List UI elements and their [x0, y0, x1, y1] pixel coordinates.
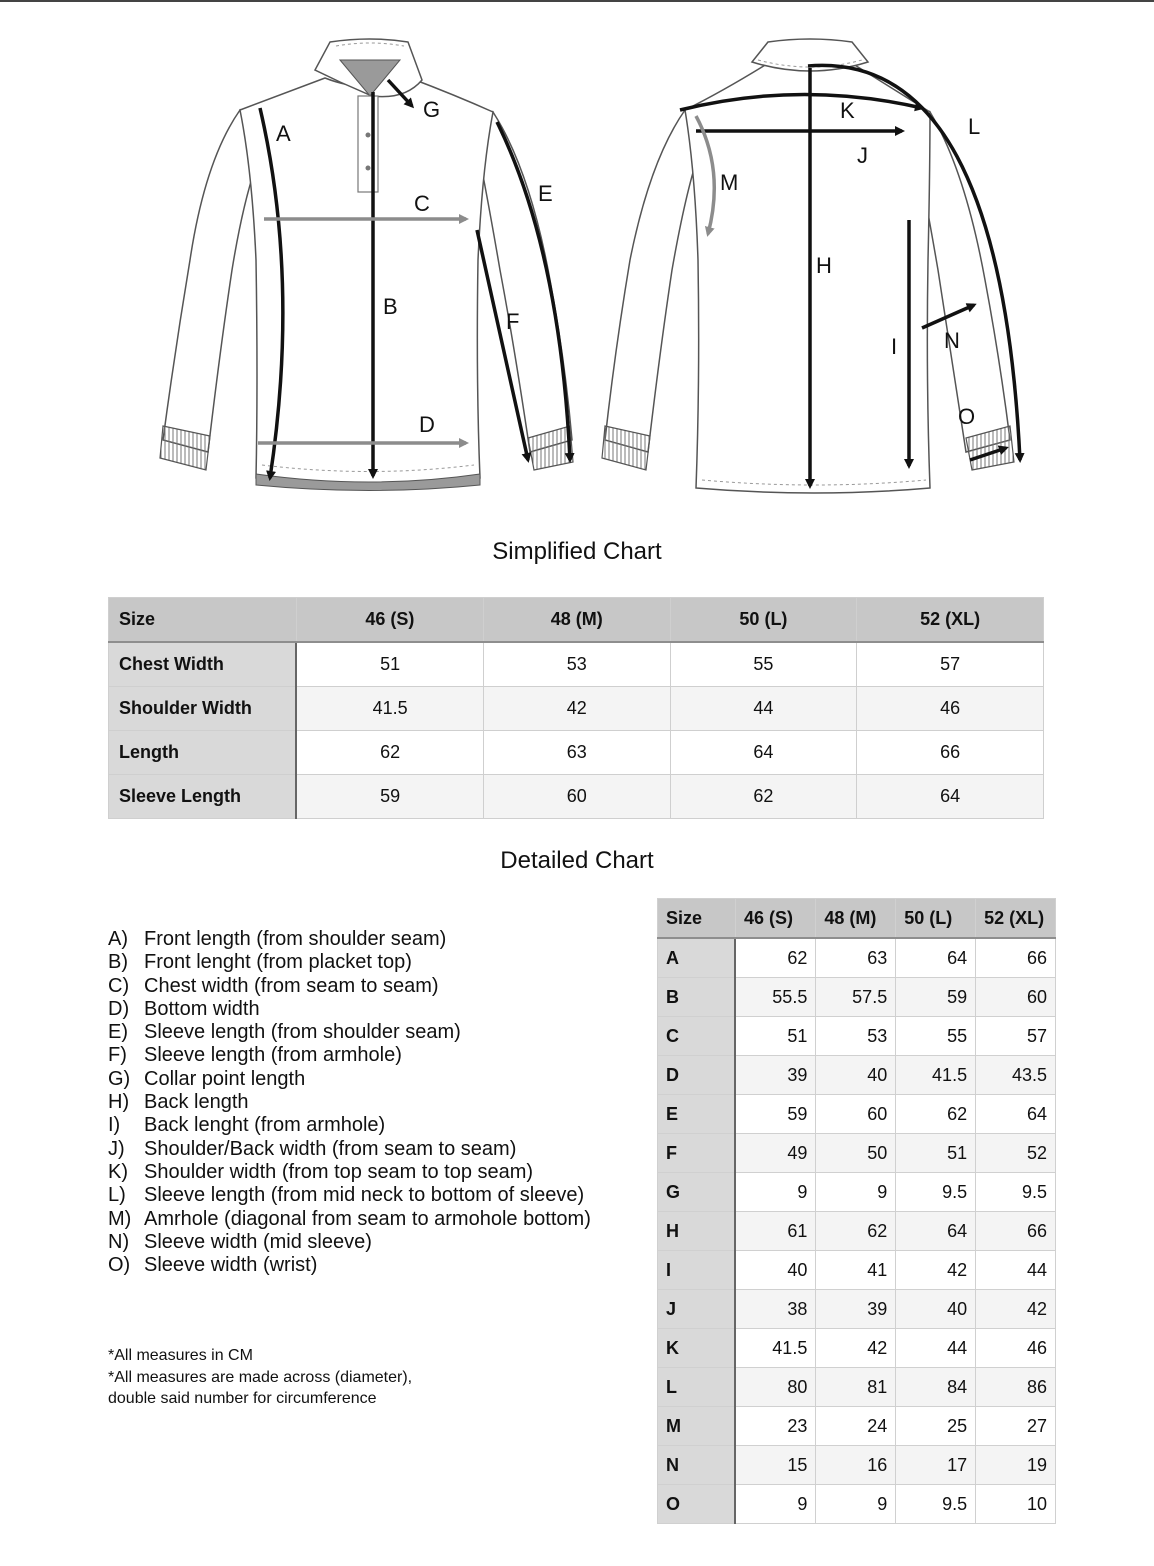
table-cell: 51: [296, 642, 483, 687]
legend-text: Collar point length: [144, 1067, 306, 1090]
row-label: A: [658, 938, 736, 978]
table-cell: 66: [976, 938, 1056, 978]
table-row: [658, 978, 1056, 1017]
table-cell: 40: [816, 1056, 896, 1095]
legend-key: C): [108, 974, 130, 997]
front-left-sleeve: [163, 110, 262, 452]
table-cell: 62: [896, 1095, 976, 1134]
table-cell: 62: [816, 1212, 896, 1251]
row-label: B: [658, 978, 736, 1017]
row-label: E: [658, 1095, 736, 1134]
diagram-label-o: O: [958, 404, 976, 429]
table-cell: 41: [816, 1251, 896, 1290]
table-cell: 9: [816, 1485, 896, 1524]
note-line: double said number for circumference: [108, 1390, 377, 1407]
note-line: *All measures in CM: [108, 1347, 253, 1364]
legend-text: Sleeve length (from mid neck to bottom of sleeve): [144, 1184, 585, 1207]
legend-item: [108, 1208, 591, 1231]
table-row: [658, 1485, 1056, 1524]
legend-text: Chest width (from seam to seam): [144, 974, 439, 997]
table-cell: 62: [670, 775, 857, 819]
legend-key: A): [108, 928, 128, 950]
table-cell: 10: [976, 1485, 1056, 1524]
table-cell: 44: [976, 1251, 1056, 1290]
measurement-legend: [108, 928, 591, 1277]
table-row: [109, 687, 1044, 731]
detailed-chart-title: Detailed Chart: [500, 847, 654, 874]
row-label: L: [658, 1368, 736, 1407]
legend-text: Back length: [144, 1091, 249, 1114]
table-cell: 40: [735, 1251, 815, 1290]
diagram-label-j: J: [857, 143, 868, 168]
table-cell: 53: [483, 642, 670, 687]
table-cell: 15: [735, 1446, 815, 1485]
row-label: Length: [109, 731, 297, 775]
table-cell: 41.5: [735, 1329, 815, 1368]
table-cell: 64: [896, 938, 976, 978]
legend-item: [108, 1184, 591, 1207]
table-row: [658, 1173, 1056, 1212]
row-label: D: [658, 1056, 736, 1095]
header-size: Size: [658, 899, 736, 939]
table-cell: 63: [816, 938, 896, 978]
row-label: Shoulder Width: [109, 687, 297, 731]
row-label: N: [658, 1446, 736, 1485]
legend-text: Shoulder width (from top seam to top seam): [144, 1160, 534, 1183]
legend-item: [108, 928, 591, 951]
legend-item: [108, 1254, 591, 1277]
legend-key: H): [108, 1091, 130, 1114]
table-row: [658, 938, 1056, 978]
header-size-xl: 52 (XL): [857, 598, 1044, 643]
table-cell: 9: [735, 1173, 815, 1212]
table-row: [658, 1095, 1056, 1134]
table-cell: 42: [483, 687, 670, 731]
table-cell: 40: [896, 1290, 976, 1329]
front-right-sleeve: [478, 112, 572, 452]
table-row: [658, 1368, 1056, 1407]
shirt-measurement-diagram: [0, 0, 1154, 500]
table-cell: 63: [483, 731, 670, 775]
legend-item: [108, 951, 591, 974]
table-cell: 9.5: [976, 1173, 1056, 1212]
table-cell: 55: [670, 642, 857, 687]
table-cell: 55.5: [735, 978, 815, 1017]
table-cell: 51: [896, 1134, 976, 1173]
table-header-row: [658, 899, 1056, 939]
table-cell: 23: [735, 1407, 815, 1446]
diagram-label-a: A: [276, 121, 291, 146]
table-cell: 52: [976, 1134, 1056, 1173]
table-cell: 16: [816, 1446, 896, 1485]
table-row: [658, 1446, 1056, 1485]
back-left-sleeve: [605, 110, 700, 452]
table-cell: 25: [896, 1407, 976, 1446]
row-label: M: [658, 1407, 736, 1446]
legend-text: Front lenght (from placket top): [144, 951, 412, 974]
table-cell: 50: [816, 1134, 896, 1173]
table-cell: 61: [735, 1212, 815, 1251]
legend-text: Sleeve length (from armhole): [144, 1044, 402, 1067]
header-size-l: 50 (L): [670, 598, 857, 643]
header-size-m: 48 (M): [483, 598, 670, 643]
table-cell: 80: [735, 1368, 815, 1407]
table-cell: 46: [857, 687, 1044, 731]
table-row: [658, 1251, 1056, 1290]
legend-item: [108, 1021, 591, 1044]
table-cell: 59: [735, 1095, 815, 1134]
table-cell: 9: [816, 1173, 896, 1212]
header-size-xl: 52 (XL): [976, 899, 1056, 939]
legend-item: [108, 1231, 591, 1254]
legend-text: Front length (from shoulder seam): [144, 928, 447, 950]
legend-key: I): [108, 1114, 121, 1137]
table-cell: 62: [735, 938, 815, 978]
diagram-label-m: M: [720, 170, 739, 195]
table-cell: 62: [296, 731, 483, 775]
diagram-label-c: C: [414, 191, 430, 216]
table-cell: 19: [976, 1446, 1056, 1485]
legend-item: [108, 1161, 591, 1184]
simplified-size-table: [108, 597, 1044, 819]
legend-key: N): [108, 1230, 130, 1253]
row-label: C: [658, 1017, 736, 1056]
row-label: O: [658, 1485, 736, 1524]
table-cell: 42: [896, 1251, 976, 1290]
row-label: G: [658, 1173, 736, 1212]
table-cell: 57: [857, 642, 1044, 687]
table-cell: 42: [816, 1329, 896, 1368]
diagram-label-h: H: [816, 253, 832, 278]
diagram-label-d: D: [419, 412, 435, 437]
legend-item: [108, 1114, 591, 1137]
table-cell: 44: [670, 687, 857, 731]
table-cell: 57.5: [816, 978, 896, 1017]
table-cell: 81: [816, 1368, 896, 1407]
table-cell: 66: [857, 731, 1044, 775]
legend-text: Back lenght (from armhole): [144, 1114, 386, 1137]
row-label: F: [658, 1134, 736, 1173]
table-row: [658, 1212, 1056, 1251]
diagram-label-e: E: [538, 181, 553, 206]
legend-key: M): [108, 1207, 132, 1230]
row-label: Chest Width: [109, 642, 297, 687]
legend-text: Shoulder/Back width (from seam to seam): [144, 1137, 517, 1160]
row-label: H: [658, 1212, 736, 1251]
diagram-label-g: G: [423, 97, 441, 122]
legend-item: [108, 1044, 591, 1067]
table-cell: 9.5: [896, 1485, 976, 1524]
table-cell: 39: [735, 1056, 815, 1095]
table-row: [658, 1056, 1056, 1095]
table-cell: 59: [896, 978, 976, 1017]
table-cell: 43.5: [976, 1056, 1056, 1095]
table-cell: 38: [735, 1290, 815, 1329]
legend-text: Amrhole (diagonal from seam to armohole bottom): [144, 1207, 591, 1230]
table-cell: 53: [816, 1017, 896, 1056]
table-cell: 24: [816, 1407, 896, 1446]
legend-text: Bottom width: [144, 997, 260, 1020]
measurement-notes: [108, 1345, 412, 1410]
table-row: [658, 1329, 1056, 1368]
table-cell: 17: [896, 1446, 976, 1485]
diagram-label-f: F: [506, 309, 520, 334]
table-cell: 64: [670, 731, 857, 775]
table-cell: 49: [735, 1134, 815, 1173]
row-label: J: [658, 1290, 736, 1329]
back-body: [685, 62, 930, 493]
legend-text: Sleeve length (from shoulder seam): [144, 1021, 461, 1044]
legend-key: O): [108, 1254, 131, 1277]
legend-key: K): [108, 1160, 128, 1183]
table-cell: 42: [976, 1290, 1056, 1329]
table-row: [109, 731, 1044, 775]
legend-text: Sleeve width (mid sleeve): [144, 1230, 372, 1253]
table-row: [658, 1407, 1056, 1446]
table-cell: 57: [976, 1017, 1056, 1056]
legend-key: J): [108, 1137, 125, 1160]
table-row: [658, 1290, 1056, 1329]
table-cell: 51: [735, 1017, 815, 1056]
table-cell: 41.5: [896, 1056, 976, 1095]
table-cell: 39: [816, 1290, 896, 1329]
header-size-m: 48 (M): [816, 899, 896, 939]
legend-key: B): [108, 951, 128, 974]
back-shirt-drawing: [602, 39, 1014, 493]
legend-item: [108, 998, 591, 1021]
legend-item: [108, 1068, 591, 1091]
diagram-label-n: N: [944, 328, 960, 353]
row-label: I: [658, 1251, 736, 1290]
simplified-chart-title: Simplified Chart: [492, 538, 662, 565]
table-cell: 64: [976, 1095, 1056, 1134]
legend-key: D): [108, 997, 130, 1020]
legend-key: F): [108, 1044, 127, 1067]
table-cell: 9: [735, 1485, 815, 1524]
table-cell: 86: [976, 1368, 1056, 1407]
diagram-label-i: I: [891, 334, 898, 359]
table-row: [658, 1134, 1056, 1173]
diagram-label-l: L: [968, 114, 981, 139]
legend-item: [108, 1091, 591, 1114]
table-header-row: [109, 598, 1044, 643]
table-cell: 46: [976, 1329, 1056, 1368]
table-row: [658, 1017, 1056, 1056]
table-cell: 84: [896, 1368, 976, 1407]
diagram-label-b: B: [383, 294, 398, 319]
table-cell: 66: [976, 1212, 1056, 1251]
row-label: Sleeve Length: [109, 775, 297, 819]
diagram-label-k: K: [840, 98, 855, 123]
legend-key: E): [108, 1021, 128, 1044]
table-row: [109, 642, 1044, 687]
detailed-size-table: [657, 898, 1056, 1524]
table-cell: 55: [896, 1017, 976, 1056]
header-size-s: 46 (S): [735, 899, 815, 939]
legend-item: [108, 975, 591, 998]
legend-key: G): [108, 1067, 131, 1090]
header-size-l: 50 (L): [896, 899, 976, 939]
table-cell: 60: [976, 978, 1056, 1017]
table-cell: 44: [896, 1329, 976, 1368]
table-cell: 64: [857, 775, 1044, 819]
table-cell: 27: [976, 1407, 1056, 1446]
table-cell: 60: [816, 1095, 896, 1134]
table-row: [109, 775, 1044, 819]
header-size: Size: [109, 598, 297, 643]
table-cell: 60: [483, 775, 670, 819]
note-line: *All measures are made across (diameter),: [108, 1368, 413, 1386]
table-cell: 59: [296, 775, 483, 819]
front-shirt-drawing: [160, 39, 573, 491]
legend-key: L): [108, 1184, 126, 1207]
table-cell: 64: [896, 1212, 976, 1251]
header-size-s: 46 (S): [296, 598, 483, 643]
legend-item: [108, 1138, 591, 1161]
legend-text: Sleeve width (wrist): [144, 1254, 318, 1277]
row-label: K: [658, 1329, 736, 1368]
table-cell: 41.5: [296, 687, 483, 731]
table-cell: 9.5: [896, 1173, 976, 1212]
